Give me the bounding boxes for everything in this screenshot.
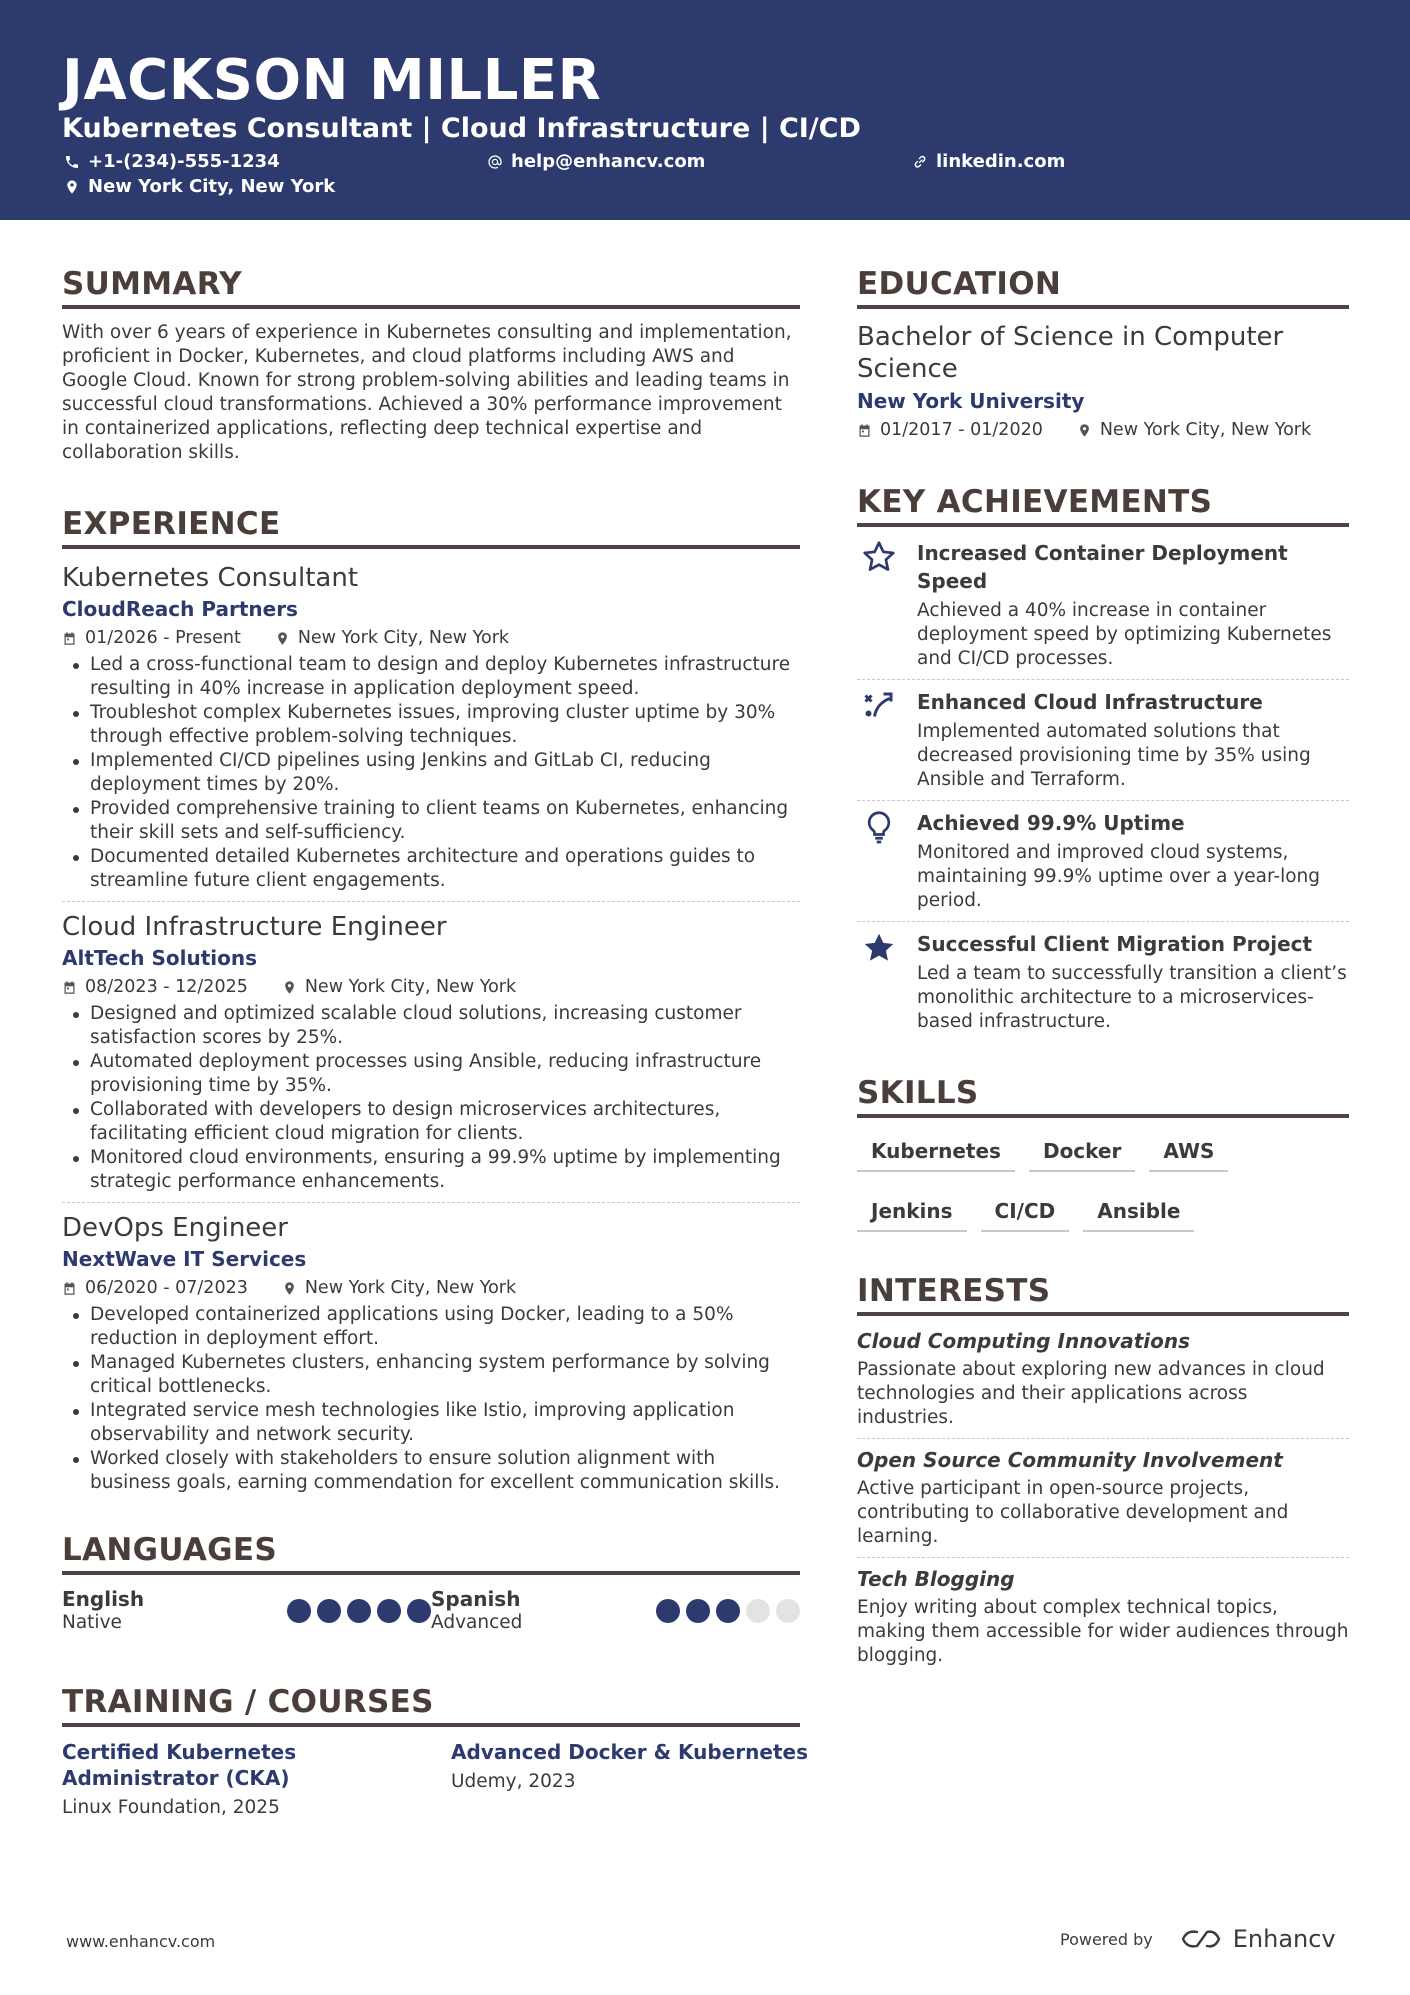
bullet-item: Collaborated with developers to design microservices architectures, facilitating efficient cloud migration for clients. (62, 1098, 800, 1146)
entry-divider (62, 901, 800, 902)
language-rating (656, 1599, 800, 1623)
interest-title: Tech Blogging (857, 1567, 1015, 1591)
bullet-item: Automated deployment processes using Ansible, reducing infrastructure provisioning time by 35%. (62, 1050, 800, 1098)
rating-dot-filled (716, 1599, 740, 1623)
achievement-title: Enhanced Cloud Infrastructure (917, 690, 1263, 714)
course-title: Advanced Docker & Kubernetes (451, 1740, 808, 1764)
interest-desc: Enjoy writing about complex technical topics, making them accessible for wider audiences through blogging. (857, 1597, 1349, 1666)
rating-dot-filled (317, 1599, 341, 1623)
bullet-item: Monitored cloud environments, ensuring a 99.9% uptime by implementing strategic performance enhancements. (62, 1146, 800, 1194)
bullet-item: Integrated service mesh technologies like Istio, improving application observability and network security. (62, 1399, 800, 1447)
rating-dot-empty (746, 1599, 770, 1623)
company-name: NextWave IT Services (62, 1247, 307, 1271)
course-meta: Linux Foundation, 2025 (62, 1797, 280, 1818)
skill-tag: CI/CD (981, 1190, 1070, 1232)
job-title: DevOps Engineer (62, 1213, 288, 1243)
experience-heading: EXPERIENCE (62, 505, 800, 549)
location-contact (64, 176, 335, 198)
phone-contact (64, 151, 280, 173)
company-name: AltTech Solutions (62, 946, 258, 970)
achievement-desc: Achieved a 40% increase in container deployment speed by optimizing Kubernetes and CI/CD processes. (917, 600, 1332, 669)
course-item (451, 1739, 841, 1795)
phone-icon (64, 154, 80, 170)
bullet-item: Designed and optimized scalable cloud solutions, increasing customer satisfaction scores by 25%. (62, 1002, 800, 1050)
email-contact[interactable] (487, 151, 705, 173)
experience-entry (62, 910, 800, 1194)
linkedin-contact[interactable] (912, 151, 1065, 173)
interest-desc: Passionate about exploring new advances in cloud technologies and their applications across industries. (857, 1359, 1325, 1428)
enhancv-logo-icon (1177, 1926, 1225, 1952)
rating-dot-filled (287, 1599, 311, 1623)
education-location: New York City, New York (1099, 420, 1312, 440)
phone-text: +1-(234)-555-1234 (88, 151, 280, 172)
location-pin-icon (282, 1281, 297, 1296)
interest-item (857, 1566, 1349, 1668)
location-pin-icon (64, 179, 80, 195)
language-rating (287, 1599, 431, 1623)
course-item (62, 1739, 452, 1821)
achievement-desc: Monitored and improved cloud systems, maintaining 99.9% uptime over a year-long period. (917, 842, 1321, 911)
course-title: Certified Kubernetes Administrator (CKA) (62, 1740, 297, 1790)
enhancv-logo[interactable] (1177, 1925, 1336, 1953)
bullet-item: Provided comprehensive training to client teams on Kubernetes, enhancing their skill sets and self-sufficiency. (62, 797, 800, 845)
calendar-icon (857, 423, 872, 438)
location-text: New York City, New York (88, 176, 336, 197)
interest-title: Open Source Community Involvement (857, 1448, 1283, 1472)
skill-tag: Ansible (1083, 1190, 1194, 1232)
at-icon (487, 154, 503, 170)
language-item (431, 1587, 800, 1637)
education-meta (857, 417, 1349, 443)
company-name: CloudReach Partners (62, 597, 298, 621)
experience-entry (62, 561, 800, 893)
achievement-item (857, 930, 1349, 1034)
entry-divider (857, 1438, 1349, 1439)
job-location: New York City, New York (304, 977, 517, 997)
languages-list (62, 1587, 800, 1637)
calendar-icon (62, 980, 77, 995)
rating-dot-filled (347, 1599, 371, 1623)
language-name: English (62, 1587, 145, 1611)
entry-divider (857, 921, 1349, 922)
achievement-desc: Led a team to successfully transition a client’s monolithic architecture to a microservices-based infrastructure. (917, 963, 1347, 1032)
bullet-item: Documented detailed Kubernetes architecture and operations guides to streamline future client engagements. (62, 845, 800, 893)
rating-dot-filled (407, 1599, 431, 1623)
location-pin-icon (275, 631, 290, 646)
job-title: Kubernetes Consultant (62, 563, 359, 593)
star-filled-icon (861, 930, 897, 966)
lightbulb-icon (861, 809, 897, 845)
skills-list (857, 1130, 1349, 1232)
resume-header (0, 0, 1410, 220)
job-meta (62, 1275, 800, 1301)
achievement-title: Increased Container Deployment Speed (917, 541, 1288, 593)
job-meta (62, 625, 800, 651)
link-icon (912, 154, 928, 170)
education-degree: Bachelor of Science in Computer Science (857, 322, 1284, 384)
bullet-item: Troubleshot complex Kubernetes issues, improving cluster uptime by 30% through effective problem-solving techniques. (62, 701, 800, 749)
skill-tag: AWS (1149, 1130, 1228, 1172)
achievements-heading: KEY ACHIEVEMENTS (857, 483, 1349, 527)
interest-title: Cloud Computing Innovations (857, 1329, 1191, 1353)
achievement-item (857, 539, 1349, 671)
job-bullets (62, 1303, 800, 1495)
job-meta (62, 974, 800, 1000)
language-level: Advanced (431, 1612, 523, 1633)
bullet-item: Developed containerized applications using Docker, leading to a 50% reduction in deployment effort. (62, 1303, 800, 1351)
summary-text: With over 6 years of experience in Kubernetes consulting and implementation, proficient in Docker, Kubernetes, and cloud platforms including AWS and Google Cloud. Known for strong problem-solving abilities and leading teams in successful cloud transformations. Achieved a 30% performance improvement in containerized applications, reflecting deep technical expertise and collaboration skills. (62, 322, 792, 463)
rating-dot-filled (686, 1599, 710, 1623)
interest-desc: Active participant in open-source projects, contributing to collaborative development and learning. (857, 1478, 1289, 1547)
language-item (62, 1587, 431, 1637)
languages-heading: LANGUAGES (62, 1531, 800, 1575)
skills-heading: SKILLS (857, 1074, 1349, 1118)
achievement-item (857, 809, 1349, 913)
language-level: Native (62, 1612, 122, 1633)
experience-entry (62, 1211, 800, 1495)
linkedin-text: linkedin.com (936, 151, 1066, 172)
job-bullets (62, 653, 800, 893)
calendar-icon (62, 1281, 77, 1296)
interest-item (857, 1447, 1349, 1549)
summary-heading: SUMMARY (62, 265, 800, 309)
candidate-subtitle: Kubernetes Consultant | Cloud Infrastructure | CI/CD (62, 113, 861, 144)
star-outline-icon (861, 539, 897, 575)
job-dates: 08/2023 - 12/2025 (85, 977, 248, 997)
skill-tag: Docker (1029, 1130, 1135, 1172)
education-dates: 01/2017 - 01/2020 (880, 420, 1043, 440)
entry-divider (857, 800, 1349, 801)
entry-divider (62, 1202, 800, 1203)
education-school: New York University (857, 389, 1085, 413)
rating-dot-filled (377, 1599, 401, 1623)
skill-tag: Kubernetes (857, 1130, 1015, 1172)
interests-heading: INTERESTS (857, 1272, 1349, 1316)
achievement-desc: Implemented automated solutions that decreased provisioning time by 35% using Ansible and Terraform. (917, 721, 1311, 790)
left-column (62, 265, 808, 1839)
language-name: Spanish (431, 1587, 521, 1611)
education-heading: EDUCATION (857, 265, 1349, 309)
bullet-item: Implemented CI/CD pipelines using Jenkins and GitLab CI, reducing deployment times by 20%. (62, 749, 800, 797)
bullet-item: Worked closely with stakeholders to ensure solution alignment with business goals, earning commendation for excellent communication skills. (62, 1447, 800, 1495)
job-dates: 01/2026 - Present (85, 628, 241, 648)
job-location: New York City, New York (304, 1278, 517, 1298)
footer-brand (1060, 1925, 1336, 1953)
training-list (62, 1739, 808, 1839)
job-location: New York City, New York (297, 628, 510, 648)
strategy-icon (861, 688, 897, 724)
brand-name: Enhancv (1232, 1925, 1336, 1953)
location-pin-icon (282, 980, 297, 995)
bullet-item: Led a cross-functional team to design and deploy Kubernetes infrastructure resulting in 40% increase in application deployment speed. (62, 653, 800, 701)
achievement-title: Achieved 99.9% Uptime (917, 811, 1185, 835)
job-dates: 06/2020 - 07/2023 (85, 1278, 248, 1298)
rating-dot-empty (776, 1599, 800, 1623)
job-bullets (62, 1002, 800, 1194)
achievement-item (857, 688, 1349, 792)
entry-divider (857, 679, 1349, 680)
powered-by-text: Powered by (1060, 1929, 1153, 1949)
training-heading: TRAINING / COURSES (62, 1683, 800, 1727)
footer-website[interactable]: www.enhancv.com (66, 1932, 216, 1951)
candidate-name: JACKSON MILLER (62, 48, 602, 113)
job-title: Cloud Infrastructure Engineer (62, 912, 447, 942)
location-pin-icon (1077, 423, 1092, 438)
calendar-icon (62, 631, 77, 646)
rating-dot-filled (656, 1599, 680, 1623)
course-meta: Udemy, 2023 (451, 1771, 576, 1792)
entry-divider (857, 1557, 1349, 1558)
achievement-title: Successful Client Migration Project (917, 932, 1313, 956)
bullet-item: Managed Kubernetes clusters, enhancing system performance by solving critical bottlenecks. (62, 1351, 800, 1399)
email-text: help@enhancv.com (511, 151, 706, 172)
interest-item (857, 1328, 1349, 1430)
skill-tag: Jenkins (857, 1190, 967, 1232)
right-column (857, 265, 1349, 1668)
